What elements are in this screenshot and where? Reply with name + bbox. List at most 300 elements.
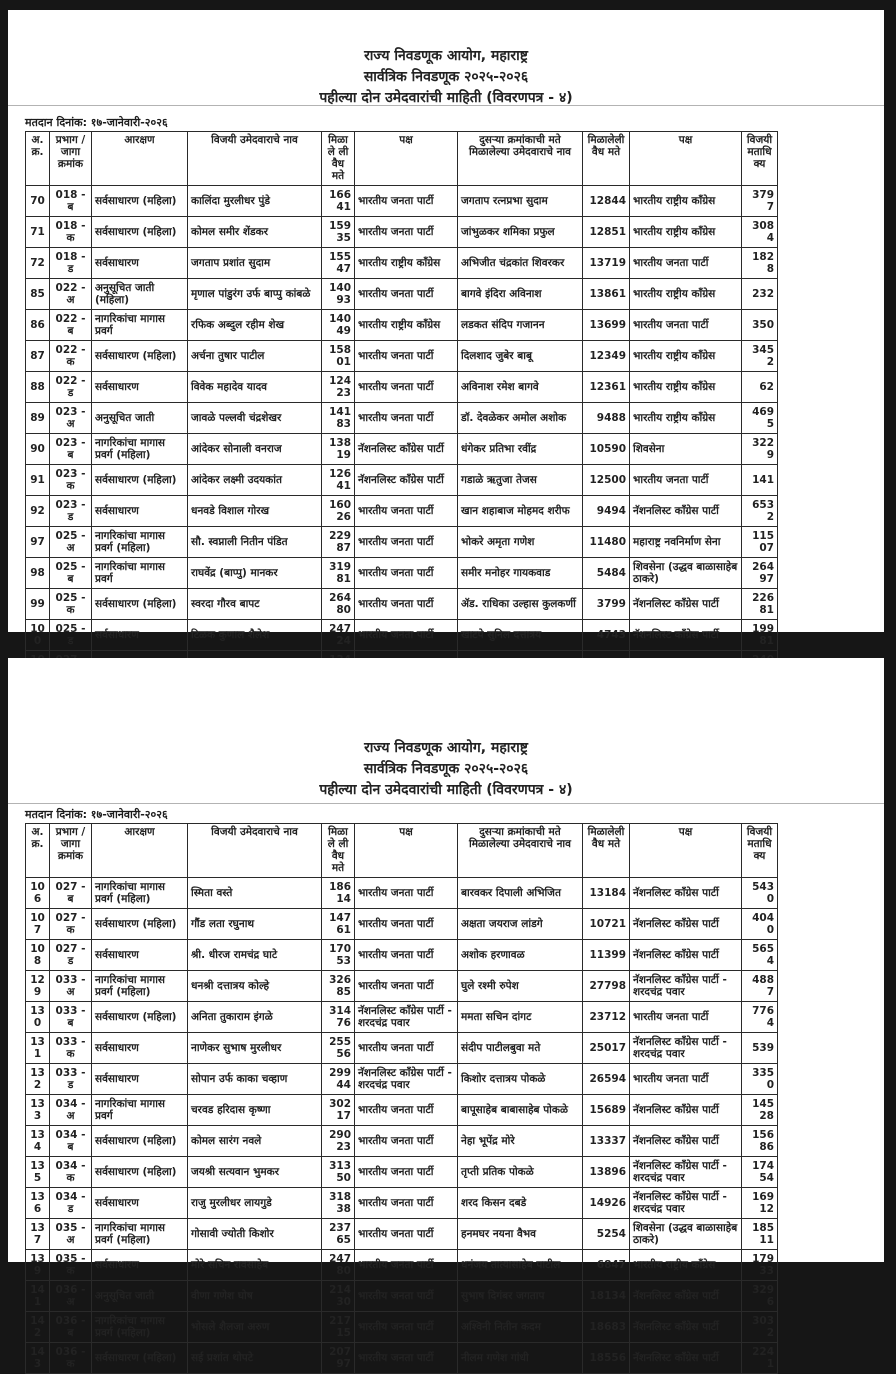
table-cell: 7764	[742, 1002, 778, 1033]
table-cell: 132	[26, 1064, 50, 1095]
polling-date: मतदान दिनांक: १७-जानेवारी-२०२६	[25, 115, 172, 130]
table-cell: अनुसूचित जाती	[92, 403, 188, 434]
table-cell: धनंजय तात्यासाहेब पाटील	[458, 1250, 583, 1281]
table-cell: अविनाश रमेश बागवे	[458, 372, 583, 403]
table-row	[26, 217, 778, 248]
table-row	[26, 878, 778, 909]
table-cell: नागरिकांचा मागास प्रवर्ग (महिला)	[92, 878, 188, 909]
table-cell: भारतीय जनता पार्टी	[630, 248, 742, 279]
table-row	[26, 1343, 778, 1374]
table-cell: 27798	[583, 971, 630, 1002]
table-cell: खाटपे सुनिल दत्तात्रय	[458, 620, 583, 651]
table-row	[26, 279, 778, 310]
table-cell: 12349	[583, 341, 630, 372]
table-cell: भारतीय जनता पार्टी	[355, 217, 458, 248]
table-cell: आंदेकर लक्ष्मी उदयकांत	[188, 465, 322, 496]
table-cell: 033 - अ	[50, 971, 92, 1002]
scan-rule	[8, 803, 884, 804]
table-cell: भारतीय राष्ट्रीय काँग्रेस	[630, 403, 742, 434]
table-cell: सोपान उर्फ काका चव्हाण	[188, 1064, 322, 1095]
table-cell: 15547	[322, 248, 355, 279]
table-cell: नागरिकांचा मागास प्रवर्ग	[92, 1095, 188, 1126]
table-cell: 31838	[322, 1188, 355, 1219]
table-cell: 31350	[322, 1157, 355, 1188]
table-cell: नॅशनलिस्ट काँग्रेस पार्टी - शरदचंद्र पवार	[355, 1002, 458, 1033]
table-cell: 135	[26, 1157, 50, 1188]
table-cell: सर्वसाधारण	[92, 1250, 188, 1281]
table-cell: शिवसेना (उद्धव बाळासाहेब ठाकरे)	[630, 1219, 742, 1250]
table-cell: 1828	[742, 248, 778, 279]
table-cell: 034 - ब	[50, 1126, 92, 1157]
table-cell: 023 - क	[50, 465, 92, 496]
table-cell: नागरिकांचा मागास प्रवर्ग	[92, 558, 188, 589]
table-cell: 11399	[583, 940, 630, 971]
table-cell: 027 - ड	[50, 940, 92, 971]
table-cell: जगताप रत्नप्रभा सुदाम	[458, 186, 583, 217]
table-body	[26, 878, 778, 1374]
table-cell: 022 - ब	[50, 310, 92, 341]
col-reservation: आरक्षण	[92, 824, 188, 878]
table-cell: 036 - अ	[50, 1281, 92, 1312]
table-cell: 033 - ड	[50, 1064, 92, 1095]
table-cell: नागरिकांचा मागास प्रवर्ग (महिला)	[92, 971, 188, 1002]
table-cell: टिळक कुणाल शैलेश	[188, 620, 322, 651]
table-cell: 023 - अ	[50, 403, 92, 434]
table-cell: दिलशाद जुबेर बाबू	[458, 341, 583, 372]
table-cell: नॅशनलिस्ट काँग्रेस पार्टी	[630, 496, 742, 527]
table-cell: नॅशनलिस्ट काँग्रेस पार्टी - शरदचंद्र पवार	[630, 971, 742, 1002]
table-cell: 17053	[322, 940, 355, 971]
table-cell: भारतीय राष्ट्रीय काँग्रेस	[630, 186, 742, 217]
table-cell: 2241	[742, 1343, 778, 1374]
table-cell: सर्वसाधारण (महिला)	[92, 909, 188, 940]
table-cell: 25556	[322, 1033, 355, 1064]
page-subtitle-2: पहील्या दोन उमेदवारांची माहिती (विवरणपत्र - ४)	[319, 90, 573, 106]
table-cell: 16026	[322, 496, 355, 527]
table-cell: 018 - ब	[50, 186, 92, 217]
table-cell: सई प्रशांत थोपटे	[188, 1343, 322, 1374]
col-runnerup-valid-votes: मिळालेली वैध मते	[583, 824, 630, 878]
table-row	[26, 558, 778, 589]
table-cell: भारतीय जनता पार्टी	[630, 1002, 742, 1033]
table-cell: 15935	[322, 217, 355, 248]
table-cell: 033 - ब	[50, 1002, 92, 1033]
table-cell: मृणाल पांडुरंग उर्फ बाप्पु कांबळे	[188, 279, 322, 310]
table-cell: 12423	[322, 372, 355, 403]
table-cell: 86	[26, 310, 50, 341]
table-cell: 12641	[322, 465, 355, 496]
table-cell: 17933	[742, 1250, 778, 1281]
table-cell: 136	[26, 1188, 50, 1219]
col-party: पक्ष	[355, 824, 458, 878]
table-cell: बागवे इंदिरा अविनाश	[458, 279, 583, 310]
col-valid-votes: मिळाले ली वैध मते	[322, 824, 355, 878]
table-cell: 21430	[322, 1281, 355, 1312]
col-runnerup-party: पक्ष	[630, 132, 742, 186]
table-cell: 89	[26, 403, 50, 434]
table-cell: सर्वसाधारण	[92, 372, 188, 403]
table-cell: भारतीय राष्ट्रीय काँग्रेस	[355, 310, 458, 341]
table-cell: 350	[742, 310, 778, 341]
table-cell: 16912	[742, 1188, 778, 1219]
table-cell: 13337	[583, 1126, 630, 1157]
table-cell: नागरिकांचा मागास प्रवर्ग (महिला)	[92, 527, 188, 558]
table-cell: 87	[26, 341, 50, 372]
table-cell: 23765	[322, 1219, 355, 1250]
table-cell: सर्वसाधारण	[92, 1033, 188, 1064]
table-cell: 9488	[583, 403, 630, 434]
table-cell: 31476	[322, 1002, 355, 1033]
table-cell: सर्वसाधारण	[92, 1064, 188, 1095]
table-cell: 15689	[583, 1095, 630, 1126]
table-row	[26, 1250, 778, 1281]
table-cell: 14183	[322, 403, 355, 434]
table-cell: अश्विनी नितीन कदम	[458, 1312, 583, 1343]
table-row	[26, 1157, 778, 1188]
table-cell: भारतीय जनता पार्टी	[355, 1343, 458, 1374]
table-cell: 025 - क	[50, 589, 92, 620]
table-cell: 035 - क	[50, 1250, 92, 1281]
table-cell: 6847	[583, 1250, 630, 1281]
table-cell: 91	[26, 465, 50, 496]
table-cell: 12361	[583, 372, 630, 403]
table-cell: 12844	[583, 186, 630, 217]
table-row	[26, 1312, 778, 1343]
table-cell: जांभुळकर शमिका प्रफुल	[458, 217, 583, 248]
table-cell: नागरिकांचा मागास प्रवर्ग (महिला)	[92, 1312, 188, 1343]
table-cell: 26594	[583, 1064, 630, 1095]
table-cell: भारतीय जनता पार्टी	[355, 341, 458, 372]
table-row	[26, 310, 778, 341]
table-row	[26, 940, 778, 971]
table-cell: 142	[26, 1312, 50, 1343]
table-row	[26, 1002, 778, 1033]
table-row	[26, 1033, 778, 1064]
table-cell: 025 - ब	[50, 558, 92, 589]
table-cell: 70	[26, 186, 50, 217]
table-cell: भारतीय जनता पार्टी	[355, 496, 458, 527]
table-cell: 6532	[742, 496, 778, 527]
table-cell: ममता सचिन दांगट	[458, 1002, 583, 1033]
table-cell: नागरिकांचा मागास प्रवर्ग (महिला)	[92, 1219, 188, 1250]
table-cell: नागरिकांचा मागास प्रवर्ग	[92, 310, 188, 341]
table-cell: भारतीय जनता पार्टी	[355, 620, 458, 651]
table-cell: जावळे पल्लवी चंद्रशेखर	[188, 403, 322, 434]
table-cell: 15801	[322, 341, 355, 372]
table-cell: 5254	[583, 1219, 630, 1250]
table-cell: सर्वसाधारण	[92, 496, 188, 527]
table-cell: 88	[26, 372, 50, 403]
table-cell: 21715	[322, 1312, 355, 1343]
table-cell: नॅशनलिस्ट काँग्रेस पार्टी	[630, 909, 742, 940]
table-cell: 24780	[322, 1250, 355, 1281]
col-serial-no: अ. क्र.	[26, 824, 50, 878]
table-cell: कालिंदा मुरलीधर पुंडे	[188, 186, 322, 217]
table-cell: डॉ. देवळेकर अमोल अशोक	[458, 403, 583, 434]
table-row	[26, 248, 778, 279]
table-cell: 3084	[742, 217, 778, 248]
table-cell: गडाळे ऋतुजा तेजस	[458, 465, 583, 496]
table-row	[26, 589, 778, 620]
col-ward-seat-no: प्रभाग / जागा क्रमांक	[50, 132, 92, 186]
table-cell: 4887	[742, 971, 778, 1002]
table-cell: भारतीय राष्ट्रीय काँग्रेस	[630, 341, 742, 372]
table-cell: भारतीय जनता पार्टी	[355, 909, 458, 940]
table-cell: 13819	[322, 434, 355, 465]
table-cell: 31981	[322, 558, 355, 589]
table-cell: संदीप पाटीलबुवा मते	[458, 1033, 583, 1064]
table-cell: भारतीय जनता पार्टी	[355, 589, 458, 620]
table-cell: 14761	[322, 909, 355, 940]
table-cell: सर्वसाधारण (महिला)	[92, 217, 188, 248]
table-cell: 5484	[583, 558, 630, 589]
table-cell: 027 - क	[50, 909, 92, 940]
table-cell: भारतीय जनता पार्टी	[355, 1219, 458, 1250]
table-cell: 130	[26, 1002, 50, 1033]
table-cell: 11507	[742, 527, 778, 558]
table-cell: 035 - अ	[50, 1219, 92, 1250]
table-cell: भारतीय जनता पार्टी	[355, 1126, 458, 1157]
col-victory-margin: विजयी मताधिक्य	[742, 824, 778, 878]
table-row	[26, 1064, 778, 1095]
table-cell: नॅशनलिस्ट काँग्रेस पार्टी - शरदचंद्र पवार	[630, 1188, 742, 1219]
table-cell: श्री. धीरज रामचंद्र घाटे	[188, 940, 322, 971]
table-cell: 022 - अ	[50, 279, 92, 310]
table-cell: 108	[26, 940, 50, 971]
table-cell: 4040	[742, 909, 778, 940]
page-title: राज्य निवडणूक आयोग, महाराष्ट्र	[364, 48, 528, 64]
results-table	[25, 823, 778, 1374]
table-row	[26, 909, 778, 940]
table-cell: सर्वसाधारण (महिला)	[92, 186, 188, 217]
table-cell: 18683	[583, 1312, 630, 1343]
table-cell: 13861	[583, 279, 630, 310]
table-cell: 19981	[742, 620, 778, 651]
table-cell: भारतीय जनता पार्टी	[355, 1250, 458, 1281]
page-subtitle-2: पहील्या दोन उमेदवारांची माहिती (विवरणपत्र - ४)	[319, 782, 573, 798]
table-row	[26, 434, 778, 465]
table-cell: राजु मुरलीधर लायगुडे	[188, 1188, 322, 1219]
table-cell: 033 - क	[50, 1033, 92, 1064]
table-cell: गौंड लता रघुनाथ	[188, 909, 322, 940]
table-cell: 027 - ब	[50, 878, 92, 909]
table-cell: अशोक हरणावळ	[458, 940, 583, 971]
table-cell: महाराष्ट्र नवनिर्माण सेना	[630, 527, 742, 558]
table-cell: 018 - ड	[50, 248, 92, 279]
table-cell: भारतीय जनता पार्टी	[355, 527, 458, 558]
table-cell: सर्वसाधारण	[92, 940, 188, 971]
table-cell: सर्वसाधारण (महिला)	[92, 589, 188, 620]
table-cell: 9494	[583, 496, 630, 527]
results-table	[25, 131, 778, 682]
table-cell: 14528	[742, 1095, 778, 1126]
table-cell: 32685	[322, 971, 355, 1002]
table-cell: 4695	[742, 403, 778, 434]
table-cell: रफिक अब्दुल रहीम शेख	[188, 310, 322, 341]
table-cell: 4743	[583, 620, 630, 651]
table-cell: नॅशनलिस्ट काँग्रेस पार्टी - शरदचंद्र पवार	[630, 1033, 742, 1064]
table-cell: 18556	[583, 1343, 630, 1374]
table-cell: 143	[26, 1343, 50, 1374]
table-cell: 3797	[742, 186, 778, 217]
table-cell: भारतीय राष्ट्रीय काँग्रेस	[355, 248, 458, 279]
table-cell: भारतीय राष्ट्रीय काँग्रेस	[630, 1250, 742, 1281]
table-cell: किशोर दत्तात्रय पोकळे	[458, 1064, 583, 1095]
table-cell: 3229	[742, 434, 778, 465]
table-cell: 15686	[742, 1126, 778, 1157]
table-cell: 023 - ब	[50, 434, 92, 465]
table-cell: भारतीय जनता पार्टी	[355, 1281, 458, 1312]
table-cell: नॅशनलिस्ट काँग्रेस पार्टी	[355, 465, 458, 496]
table-cell: 134	[26, 1126, 50, 1157]
table-cell: 13699	[583, 310, 630, 341]
table-cell: 036 - क	[50, 1343, 92, 1374]
table-cell: स्वरदा गौरव बापट	[188, 589, 322, 620]
table-cell: 107	[26, 909, 50, 940]
col-reservation: आरक्षण	[92, 132, 188, 186]
table-cell: 30217	[322, 1095, 355, 1126]
table-row	[26, 1126, 778, 1157]
table-cell: 034 - अ	[50, 1095, 92, 1126]
table-cell: 20797	[322, 1343, 355, 1374]
table-cell: भारतीय जनता पार्टी	[355, 1095, 458, 1126]
table-cell: भारतीय राष्ट्रीय काँग्रेस	[630, 217, 742, 248]
table-row	[26, 1219, 778, 1250]
table-cell: सौ. स्वप्नाली नितीन पंडित	[188, 527, 322, 558]
table-cell: अनुसूचित जाती (महिला)	[92, 279, 188, 310]
table-cell: अभिजीत चंद्रकांत शिवरकर	[458, 248, 583, 279]
table-cell: 131	[26, 1033, 50, 1064]
table-cell: सर्वसाधारण (महिला)	[92, 341, 188, 372]
page-subtitle: सार्वत्रिक निवडणूक २०२५-२०२६	[363, 761, 529, 777]
table-cell: 18134	[583, 1281, 630, 1312]
table-cell: 3032	[742, 1312, 778, 1343]
document-page-1	[8, 10, 884, 647]
table-cell: 141	[26, 1281, 50, 1312]
table-cell: 13719	[583, 248, 630, 279]
table-cell: 90	[26, 434, 50, 465]
table-cell: गोसावी ज्योती किशोर	[188, 1219, 322, 1250]
table-row	[26, 527, 778, 558]
table-cell: 29023	[322, 1126, 355, 1157]
table-cell: 98	[26, 558, 50, 589]
table-cell: 3296	[742, 1281, 778, 1312]
table-row	[26, 465, 778, 496]
table-cell: जयश्री सत्यवान भुमकर	[188, 1157, 322, 1188]
table-cell: 3452	[742, 341, 778, 372]
table-cell: स्मिता वस्ते	[188, 878, 322, 909]
table-cell: हनमघर नयना वैभव	[458, 1219, 583, 1250]
table-cell: 13896	[583, 1157, 630, 1188]
table-cell: विवेक महादेव यादव	[188, 372, 322, 403]
table-cell: समीर मनोहर गायकवाड	[458, 558, 583, 589]
table-cell: 129	[26, 971, 50, 1002]
col-valid-votes: मिळाले ली वैध मते	[322, 132, 355, 186]
table-cell: सुभाष दिगंबर जगताप	[458, 1281, 583, 1312]
table-cell: धनवडे विशाल गोरख	[188, 496, 322, 527]
col-victory-margin: विजयी मताधिक्य	[742, 132, 778, 186]
table-cell: 72	[26, 248, 50, 279]
table-row	[26, 1281, 778, 1312]
table-cell: 12851	[583, 217, 630, 248]
table-cell: सर्वसाधारण (महिला)	[92, 1157, 188, 1188]
table-cell: भारतीय जनता पार्टी	[355, 403, 458, 434]
table-cell: 022 - ड	[50, 372, 92, 403]
table-cell: 232	[742, 279, 778, 310]
table-row	[26, 1095, 778, 1126]
table-cell: 11480	[583, 527, 630, 558]
table-cell: भारतीय राष्ट्रीय काँग्रेस	[630, 279, 742, 310]
table-cell: 133	[26, 1095, 50, 1126]
table-cell: 018 - क	[50, 217, 92, 248]
table-row	[26, 186, 778, 217]
table-cell: भारतीय जनता पार्टी	[355, 971, 458, 1002]
scan-rule	[8, 105, 884, 106]
table-cell: 025 - ड	[50, 620, 92, 651]
table-cell: नॅशनलिस्ट काँग्रेस पार्टी	[630, 940, 742, 971]
table-cell: भारतीय जनता पार्टी	[630, 465, 742, 496]
table-row	[26, 496, 778, 527]
table-cell: भोसले शैलजा अरुण	[188, 1312, 322, 1343]
table-cell: 106	[26, 878, 50, 909]
table-cell: 29944	[322, 1064, 355, 1095]
table-cell: 16641	[322, 186, 355, 217]
table-cell: राघवेंद्र (बाप्पु) मानकर	[188, 558, 322, 589]
table-cell: धंगेकर प्रतिभा रवींद्र	[458, 434, 583, 465]
table-cell: शिवसेना	[630, 434, 742, 465]
table-cell: 25017	[583, 1033, 630, 1064]
table-cell: चरवड हरिदास कृष्णा	[188, 1095, 322, 1126]
col-serial-no: अ. क्र.	[26, 132, 50, 186]
page-title: राज्य निवडणूक आयोग, महाराष्ट्र	[364, 740, 528, 756]
table-cell: बापूसाहेब बाबासाहेब पोकळे	[458, 1095, 583, 1126]
table-cell: जगताप प्रशांत सुदाम	[188, 248, 322, 279]
table-cell: भारतीय जनता पार्टी	[355, 279, 458, 310]
table-cell: 14926	[583, 1188, 630, 1219]
table-cell: नागरिकांचा मागास प्रवर्ग (महिला)	[92, 434, 188, 465]
table-cell: 71	[26, 217, 50, 248]
table-cell: 034 - क	[50, 1157, 92, 1188]
table-cell: सर्वसाधारण	[92, 620, 188, 651]
table-cell: नीलम गणेश गांधी	[458, 1343, 583, 1374]
table-cell: 12500	[583, 465, 630, 496]
table-row	[26, 403, 778, 434]
table-cell: सर्वसाधारण (महिला)	[92, 465, 188, 496]
table-cell: 14093	[322, 279, 355, 310]
table-cell: भारतीय जनता पार्टी	[355, 1188, 458, 1219]
table-cell: बारवकर दिपाली अभिजित	[458, 878, 583, 909]
table-cell: 22987	[322, 527, 355, 558]
table-cell: अक्षता जयराज लांडगे	[458, 909, 583, 940]
table-row	[26, 1188, 778, 1219]
table-cell: 10590	[583, 434, 630, 465]
table-cell: भारतीय जनता पार्टी	[355, 1033, 458, 1064]
table-cell: 18614	[322, 878, 355, 909]
table-cell: सर्वसाधारण (महिला)	[92, 1126, 188, 1157]
table-cell: 137	[26, 1219, 50, 1250]
table-cell: वीणा गणेश घोष	[188, 1281, 322, 1312]
col-winner-name: विजयी उमेदवाराचे नाव	[188, 824, 322, 878]
table-cell: लडकत संदिप गजानन	[458, 310, 583, 341]
table-cell: खान शहाबाज मोहमद शरीफ	[458, 496, 583, 527]
table-cell: सर्वसाधारण (महिला)	[92, 1343, 188, 1374]
table-cell: 22681	[742, 589, 778, 620]
table-cell: 18511	[742, 1219, 778, 1250]
table-cell: ॲड. राधिका उल्हास कुलकर्णी	[458, 589, 583, 620]
table-cell: 13184	[583, 878, 630, 909]
table-cell: 025 - अ	[50, 527, 92, 558]
table-cell: 26480	[322, 589, 355, 620]
